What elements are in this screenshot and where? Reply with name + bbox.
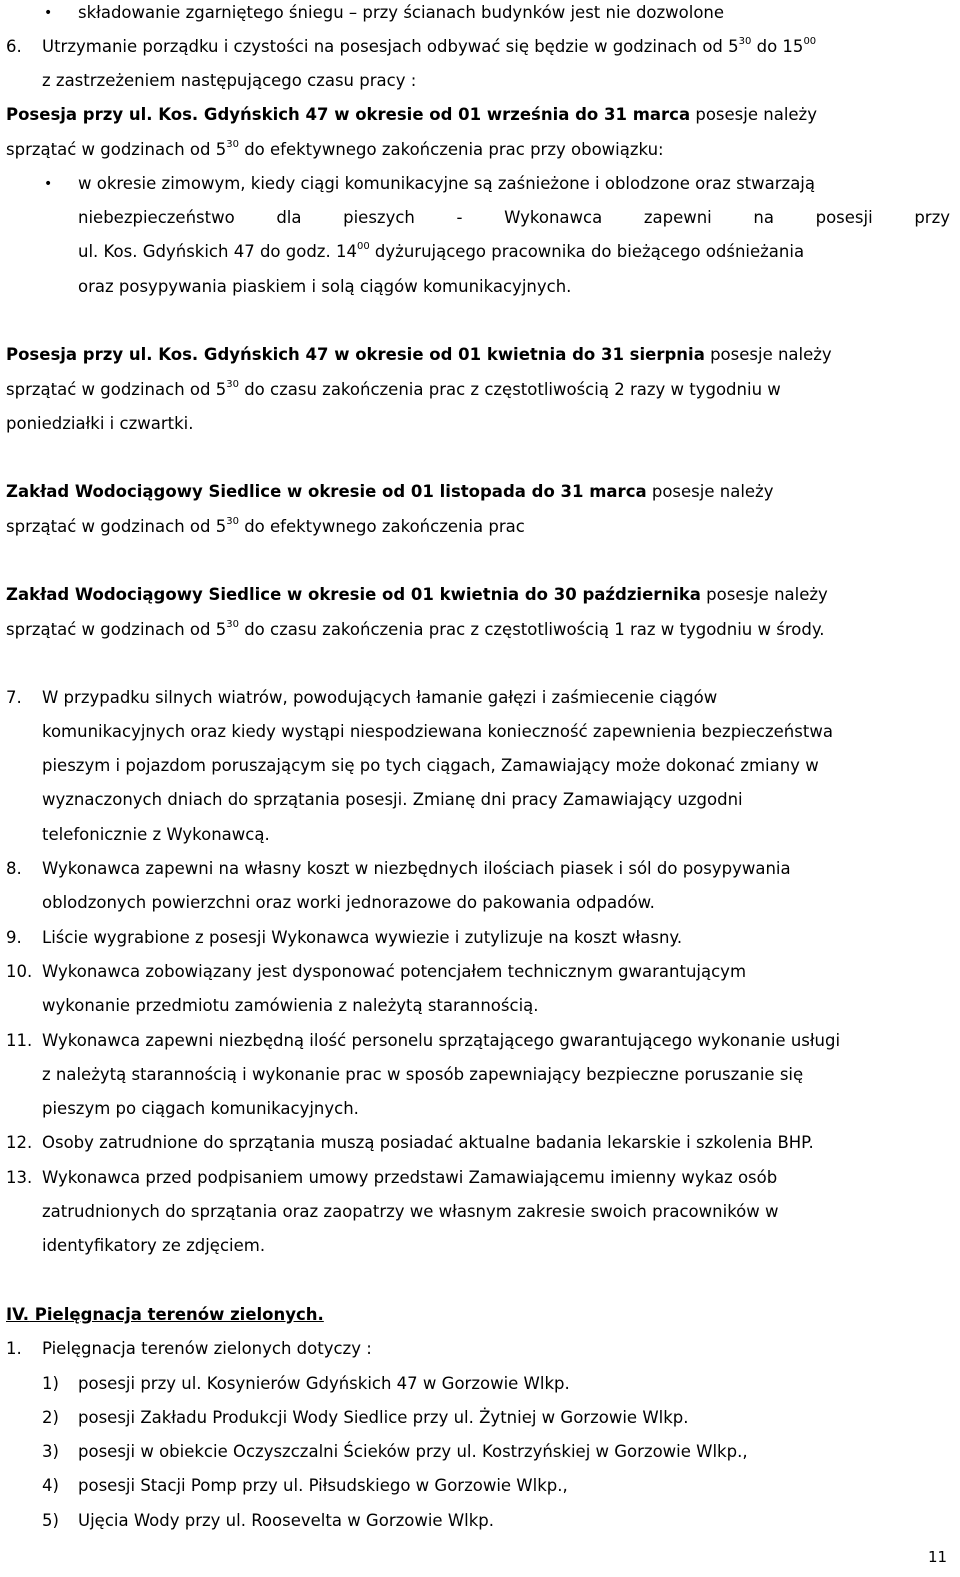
sub-item-3: 3) posesji w obiekcie Oczyszczalni Ścieków przy ul. Kostrzyńskiej w Gorzowie Wlkp., — [0, 1435, 960, 1469]
sub-item-1: 1) posesji przy ul. Kosynierów Gdyńskich 47 w Gorzowie Wlkp. — [0, 1367, 960, 1401]
text-line: sprzątać w godzinach od $5^{30}$ do czasu zakończenia prac z częstotliwością 2 razy w tygodniu w — [6, 378, 781, 399]
bullet-icon: • — [44, 5, 53, 21]
item-number: 1. — [6, 1339, 22, 1358]
text-line: wyznaczonych dniach do sprzątania posesji. Zmianę dni pracy Zamawiający uzgodni — [42, 790, 743, 809]
justified-line: niebezpieczeństwo dla pieszych - Wykonawca zapewni na posesji przy — [78, 208, 950, 227]
text-line: sprzątać w godzinach od $5^{30}$ do czasu zakończenia prac z częstotliwością 1 raz w tygodniu w środy. — [6, 618, 825, 639]
list-item-6 — [0, 30, 960, 64]
bullet-icon: • — [44, 176, 53, 192]
text-line: z należytą starannością i wykonanie prac w sposób zapewniający bezpieczne poruszanie się — [42, 1065, 804, 1084]
page-number: 11 — [928, 1548, 948, 1566]
item-number: 8. — [6, 859, 22, 878]
text-line: oblodzonych powierzchni oraz worki jednorazowe do pakowania odpadów. — [42, 893, 655, 912]
text: Utrzymanie porządku i czystości na posesjach odbywać się będzie w godzinach od $5^{30}$ do $15^{00}$ — [42, 35, 817, 56]
item-number: 9. — [6, 928, 22, 947]
text-line: Posesja przy ul. Kos. Gdyńskich 47 w okresie od 01 kwietnia do 31 sierpnia posesje należy — [6, 345, 832, 364]
list-item-10: 10. Wykonawca zobowiązany jest dysponować potencjałem technicznym gwarantującym — [0, 955, 960, 989]
section-heading — [0, 1298, 960, 1332]
item-number: 2) — [42, 1408, 59, 1427]
text-line: oraz posypywania piaskiem i solą ciągów komunikacyjnych. — [78, 277, 572, 296]
item-number: 10. — [6, 962, 33, 981]
item-number: 1) — [42, 1374, 59, 1393]
sub-item-2: 2) posesji Zakładu Produkcji Wody Siedlice przy ul. Żytniej w Gorzowie Wlkp. — [0, 1401, 960, 1435]
item-number: 5) — [42, 1511, 59, 1530]
list-item-11: 11. Wykonawca zapewni niezbędną ilość personelu sprzątającego gwarantującego wykonanie usługi — [0, 1024, 960, 1058]
item-number: 4) — [42, 1476, 59, 1495]
list-item-13: 13. Wykonawca przed podpisaniem umowy przedstawi Zamawiającemu imienny wykaz osób — [0, 1161, 960, 1195]
text-line: ul. Kos. Gdyńskich 47 do godz. $14^{00}$ dyżurującego pracownika do bieżącego odśnieżania — [78, 240, 805, 261]
text-line: z zastrzeżeniem następującego czasu pracy : — [42, 71, 417, 90]
list-item-9: 9. Liście wygrabione z posesji Wykonawca wywiezie i zutylizuje na koszt własny. — [0, 921, 960, 955]
text-line: sprzątać w godzinach od $5^{30}$ do efektywnego zakończenia prac — [6, 515, 525, 536]
list-item-12: 12. Osoby zatrudnione do sprzątania muszą posiadać aktualne badania lekarskie i szkolenia BHP. — [0, 1126, 960, 1160]
text-line: Zakład Wodociągowy Siedlice w okresie od 01 listopada do 31 marca posesje należy — [6, 482, 774, 501]
text-line: sprzątać w godzinach od $5^{30}$ do efektywnego zakończenia prac przy obowiązku: — [6, 138, 664, 159]
item-number: 13. — [6, 1168, 33, 1187]
text-line: identyfikatory ze zdjęciem. — [42, 1236, 266, 1255]
list-item-8: 8. Wykonawca zapewni na własny koszt w niezbędnych ilościach piasek i sól do posypywania — [0, 852, 960, 886]
item-number: 7. — [6, 688, 22, 707]
text: składowanie zgarniętego śniegu – przy ścianach budynków jest nie dozwolone — [78, 3, 725, 22]
item-number: 12. — [6, 1133, 33, 1152]
sub-item-5: 5) Ujęcia Wody przy ul. Roosevelta w Gorzowie Wlkp. — [0, 1504, 960, 1538]
list-item-1: 1. Pielęgnacja terenów zielonych dotyczy : — [0, 1332, 960, 1366]
text-line: Posesja przy ul. Kos. Gdyńskich 47 w okresie od 01 września do 31 marca posesje należy — [6, 105, 817, 124]
item-number: 6. — [6, 37, 22, 56]
item-number: 11. — [6, 1031, 33, 1050]
text-line: pieszym i pojazdom poruszającym się po tych ciągach, Zamawiający może dokonać zmiany w — [42, 756, 819, 775]
text-line: komunikacyjnych oraz kiedy wystąpi niespodziewana konieczność zapewnienia bezpieczeństwa — [42, 722, 833, 741]
text-line: zatrudnionych do sprzątania oraz zaopatrzy we własnym zakresie swoich pracowników w — [42, 1202, 779, 1221]
item-number: 3) — [42, 1442, 59, 1461]
sub-item-4: 4) posesji Stacji Pomp przy ul. Piłsudskiego w Gorzowie Wlkp., — [0, 1469, 960, 1503]
text-line: telefonicznie z Wykonawcą. — [42, 825, 270, 844]
bullet-line: • w okresie zimowym, kiedy ciągi komunikacyjne są zaśnieżone i oblodzone oraz stwarzają — [0, 167, 960, 201]
text-line: poniedziałki i czwartki. — [6, 414, 194, 433]
text-line: pieszym po ciągach komunikacyjnych. — [42, 1099, 359, 1118]
text-line: wykonanie przedmiotu zamówienia z należytą starannością. — [42, 996, 539, 1015]
bullet-line — [0, 0, 960, 30]
list-item-7: 7. W przypadku silnych wiatrów, powodujących łamanie gałęzi i zaśmiecenie ciągów — [0, 681, 960, 715]
section-title: IV. Pielęgnacja terenów zielonych. — [6, 1305, 324, 1324]
text-line: Zakład Wodociągowy Siedlice w okresie od 01 kwietnia do 30 października posesje należy — [6, 585, 828, 604]
